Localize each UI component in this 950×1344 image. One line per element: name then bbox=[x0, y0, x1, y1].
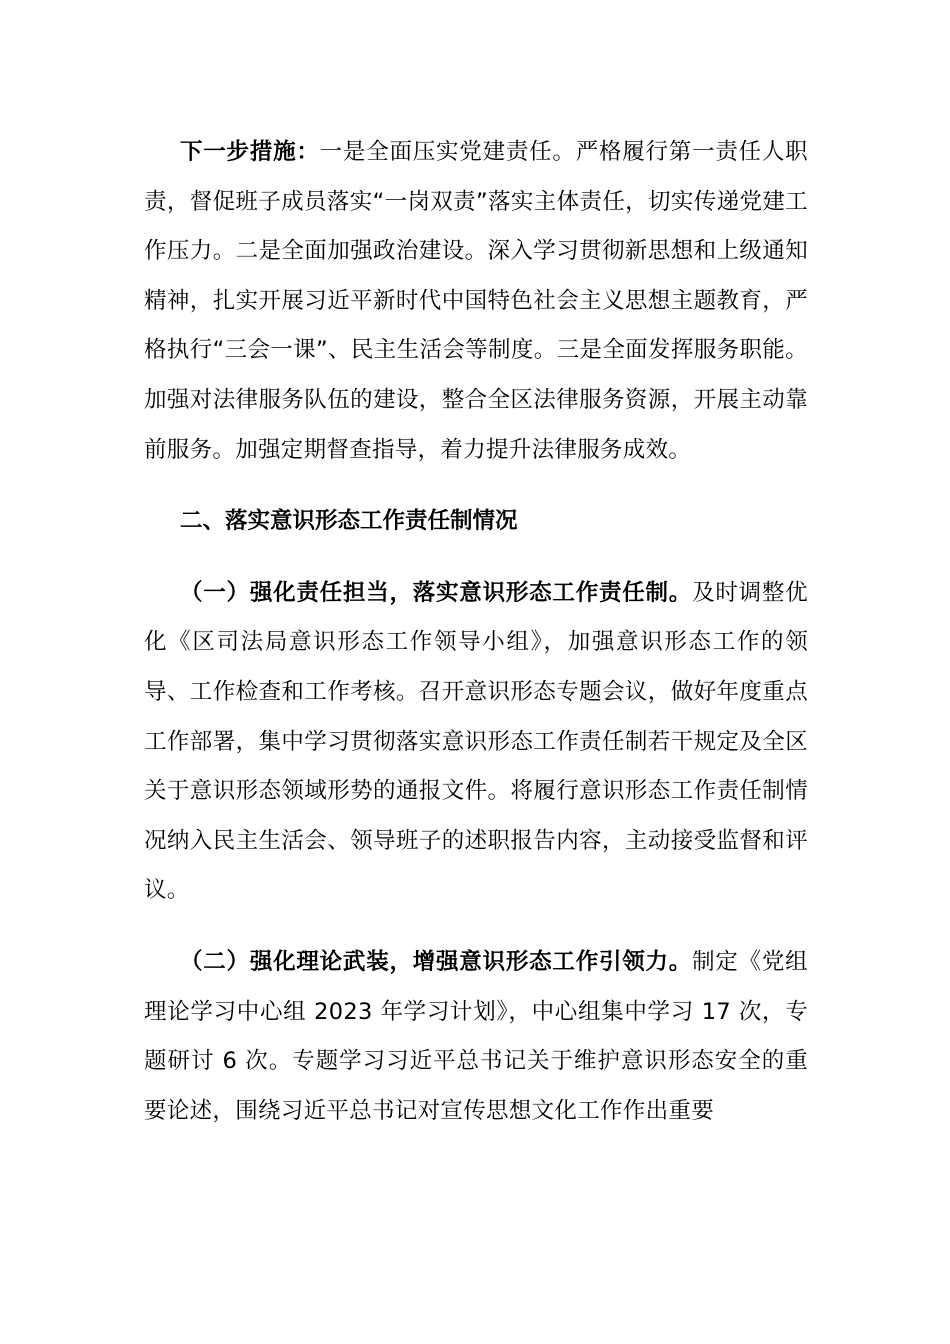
section-heading: 二、落实意识形态工作责任制情况 bbox=[180, 508, 518, 535]
paragraph-lead: 下一步措施： bbox=[180, 139, 320, 165]
paragraph-body: 及时调整优化《区司法局意识形态工作领导小组》，加强意识形态工作的领导、工作检查和工作考核。召开意识形态专题会议，做好年度重点工作部署，集中学习贯彻落实意识形态工作责任制若干规定及全区关于意识形态领域形势的通报文件。将履行意识形态工作责任制情况纳入民主生活会、领导班子的述职报告内容，主动接受监督和评议。 bbox=[144, 579, 808, 904]
paragraph-theory bbox=[144, 938, 808, 1136]
paragraph-lead: （一）强化责任担当，落实意识形态工作责任制。 bbox=[180, 579, 693, 606]
paragraph-lead: （二）强化理论武装，增强意识形态工作引领力。 bbox=[180, 948, 693, 975]
paragraph-next-steps bbox=[144, 128, 808, 475]
paragraph-body: 制定《党组理论学习中心组 2023 年学习计划》，中心组集中学习 17 次，专题研讨 6 次。专题学习习近平总书记关于维护意识形态安全的重要论述，围绕习近平总书记对宣传思想文化工作作出重要 bbox=[144, 948, 808, 1124]
paragraph-responsibility bbox=[144, 569, 808, 916]
paragraph-body: 一是全面压实党建责任。严格履行第一责任人职责，督促班子成员落实“一岗双责”落实主体责任，切实传递党建工作压力。二是全面加强政治建设。深入学习贯彻新思想和上级通知精神，扎实开展习近平新时代中国特色社会主义思想主题教育，严格执行“三会一课”、民主生活会等制度。三是全面发挥服务职能。加强对法律服务队伍的建设，整合全区法律服务资源，开展主动靠前服务。加强定期督查指导，着力提升法律服务成效。 bbox=[144, 139, 808, 463]
